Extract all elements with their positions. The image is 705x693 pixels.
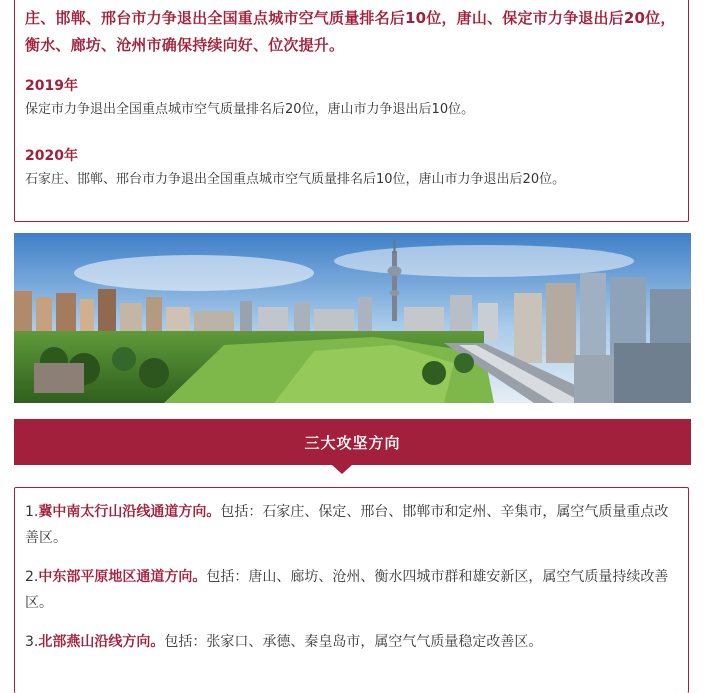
goal-year: 2019年 [25,78,78,94]
banner-title: 三大攻坚方向 [304,433,401,452]
direction-body: 包括：石家庄、保定、邢台、邯郸市和定州、辛集市，属空气质量重点改善区。 [25,504,669,546]
direction-item [25,499,676,551]
goal-2020 [25,146,676,190]
goal-year: 2020年 [25,148,78,164]
city-skyline-image [14,233,691,403]
banner-bar [14,419,691,465]
direction-number: 1. [25,504,39,520]
direction-item [25,629,676,655]
direction-title: 冀中南太行山沿线通道方向。 [38,504,221,520]
directions-card [14,487,689,693]
banner-pointer [332,465,352,474]
goal-2019 [25,76,676,120]
direction-body: 包括：唐山、廊坊、沧州、衡水四城市群和雄安新区，属空气质量持续改善区。 [25,569,669,611]
goal-text: 保定市力争退出全国重点城市空气质量排名后20位，唐山市力争退出后10位。 [25,102,475,117]
goal-text: 石家庄、邯郸、邢台市力争退出全国重点城市空气质量排名后10位，唐山市力争退出后20位。 [25,172,566,187]
direction-number: 2. [25,569,39,585]
intro-lead: 庄、邯郸、邢台市力争退出全国重点城市空气质量排名后10位，唐山、保定市力争退出后20位，衡水、廊坊、沧州市确保持续向好、位次提升。 [25,9,676,54]
goals-card [14,0,689,222]
direction-title: 中东部平原地区通道方向。 [38,569,207,585]
direction-body: 包括：张家口、承德、秦皇岛市，属空气气质量稳定改善区。 [164,634,543,650]
direction-title: 北部燕山沿线方向。 [38,634,165,650]
city-skyline-photo [14,233,691,403]
direction-number: 3. [25,634,39,650]
direction-item [25,564,676,616]
section-banner [14,419,691,467]
